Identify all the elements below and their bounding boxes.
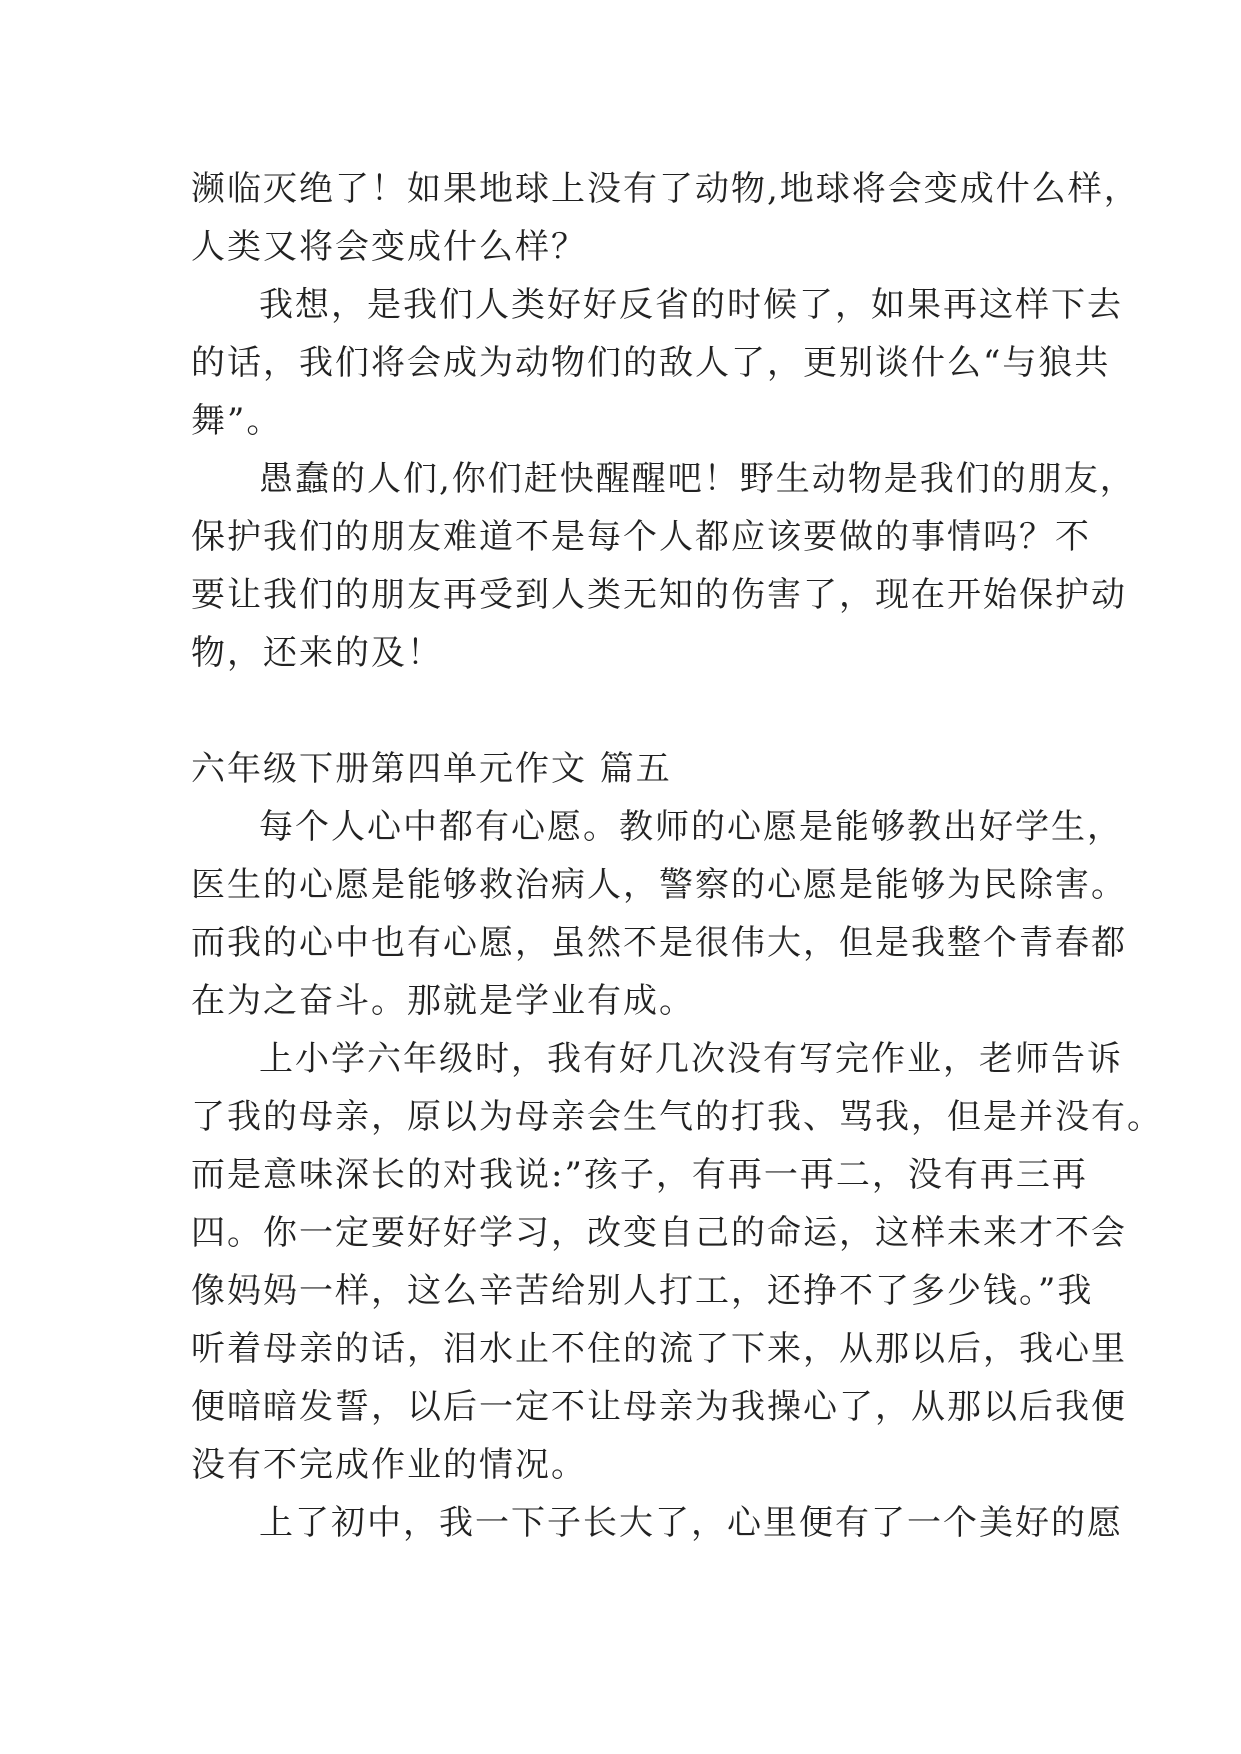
- text-line: 每个人心中都有心愿。教师的心愿是能够教出好学生，: [259, 807, 1123, 847]
- paragraph: [191, 450, 1136, 682]
- paragraph: [191, 160, 1140, 276]
- text-line: 在为之奋斗。那就是学业有成。: [191, 981, 695, 1021]
- text-line: 四。你一定要好好学习，改变自己的命运，这样未来才不会: [191, 1213, 1127, 1253]
- essay-text: [191, 160, 1163, 1552]
- paragraph: [191, 1494, 1123, 1552]
- text-line: 愚蠢的人们,你们赶快醒醒吧！野生动物是我们的朋友，: [259, 459, 1136, 499]
- text-line: 要让我们的朋友再受到人类无知的伤害了，现在开始保护动: [191, 575, 1127, 615]
- text-line: 保护我们的朋友难道不是每个人都应该要做的事情吗？不: [191, 517, 1091, 557]
- text-line: 我想，是我们人类好好反省的时候了，如果再这样下去: [259, 285, 1123, 325]
- text-line: 而是意味深长的对我说:”孩子，有再一再二，没有再三再: [191, 1155, 1088, 1195]
- text-line: 濒临灭绝了！如果地球上没有了动物,地球将会变成什么样，: [191, 169, 1140, 209]
- text-line: 像妈妈一样，这么辛苦给别人打工，还挣不了多少钱。”我: [191, 1271, 1094, 1311]
- blank-line: [191, 682, 1081, 740]
- text-line: 医生的心愿是能够救治病人，警察的心愿是能够为民除害。: [191, 865, 1127, 905]
- text-line: 没有不完成作业的情况。: [191, 1445, 587, 1485]
- section-heading: 六年级下册第四单元作文 篇五: [191, 749, 672, 789]
- text-line: 便暗暗发誓，以后一定不让母亲为我操心了，从那以后我便: [191, 1387, 1127, 1427]
- text-line: 而我的心中也有心愿，虽然不是很伟大，但是我整个青春都: [191, 923, 1127, 963]
- paragraph: [191, 276, 1123, 450]
- text-line: 人类又将会变成什么样？: [191, 227, 587, 267]
- text-line: 物，还来的及！: [191, 633, 443, 673]
- text-line: 了我的母亲，原以为母亲会生气的打我、骂我，但是并没有。: [191, 1097, 1163, 1137]
- text-line: 舞”。: [191, 401, 283, 441]
- text-line: 上小学六年级时，我有好几次没有写完作业，老师告诉: [259, 1039, 1123, 1079]
- text-line: 听着母亲的话，泪水止不住的流了下来，从那以后，我心里: [191, 1329, 1127, 1369]
- text-line: 的话，我们将会成为动物们的敌人了，更别谈什么“与狼共: [191, 343, 1111, 383]
- text-line: 上了初中，我一下子长大了，心里便有了一个美好的愿: [259, 1503, 1123, 1543]
- paragraph: [191, 798, 1127, 1030]
- paragraph: [191, 1030, 1163, 1494]
